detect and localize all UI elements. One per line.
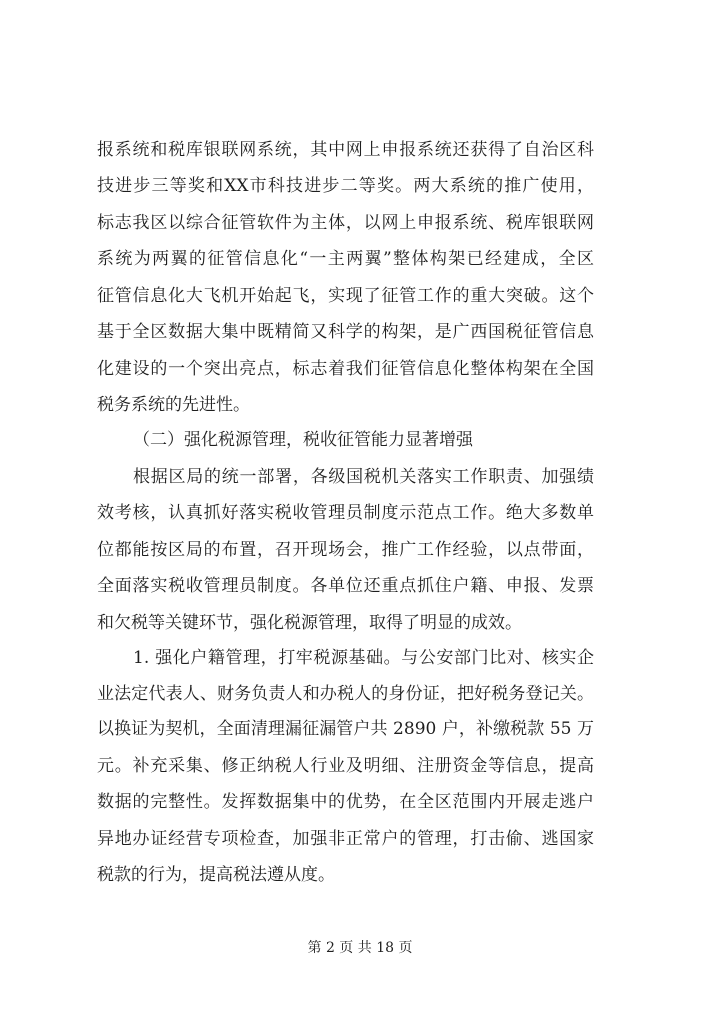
text-line: 全面落实税收管理员制度。各单位还重点抓住户籍、申报、发票 [97, 576, 594, 596]
text-line: 根据区局的统一部署，各级国税机关落实工作职责、加强绩 [133, 467, 594, 487]
text-line: 元。补充采集、修正纳税人行业及明细、注册资金等信息，提高 [97, 756, 594, 776]
text-line: 化建设的一个突出亮点，标志着我们征管信息化整体构架在全国 [97, 359, 594, 379]
text-line: 税款的行为，提高税法遵从度。 [97, 865, 335, 885]
text-line: 数据的完整性。发挥数据集中的优势，在全区范围内开展走逃户 [97, 792, 594, 812]
text-line: 技进步三等奖和XX市科技进步二等奖。两大系统的推广使用， [97, 176, 594, 196]
section-heading: （二）强化税源管理，税收征管能力显著增强 [133, 430, 473, 450]
text-line: 以换证为契机，全面清理漏征漏管户共 2890 户，补缴税款 55 万 [97, 719, 594, 739]
text-line: 位都能按区局的布置，召开现场会，推广工作经验，以点带面， [97, 540, 594, 560]
text-line: 报系统和税库银联网系统，其中网上申报系统还获得了自治区科 [97, 140, 594, 160]
text-line: 业法定代表人、财务负责人和办税人的身份证，把好税务登记关。 [97, 684, 594, 704]
text-line: 异地办证经营专项检查，加强非正常户的管理，打击偷、逃国家 [97, 829, 594, 849]
text-line: 效考核，认真抓好落实税收管理员制度示范点工作。绝大多数单 [97, 503, 594, 523]
text-line: 系统为两翼的征管信息化“一主两翼”整体构架已经建成，全区 [97, 249, 594, 269]
text-line: 1. 强化户籍管理，打牢税源基础。与公安部门比对、核实企 [133, 648, 594, 668]
text-line: 基于全区数据大集中既精简又科学的构架，是广西国税征管信息 [97, 322, 594, 342]
text-line: 和欠税等关键环节，强化税源管理，取得了明显的成效。 [97, 613, 522, 633]
text-line: 标志我区以综合征管软件为主体，以网上申报系统、税库银联网 [97, 213, 594, 233]
page-footer: 第 2 页 共 18 页 [307, 940, 413, 956]
text-line: 征管信息化大飞机开始起飞，实现了征管工作的重大突破。这个 [97, 286, 594, 306]
text-line: 税务系统的先进性。 [97, 395, 250, 415]
